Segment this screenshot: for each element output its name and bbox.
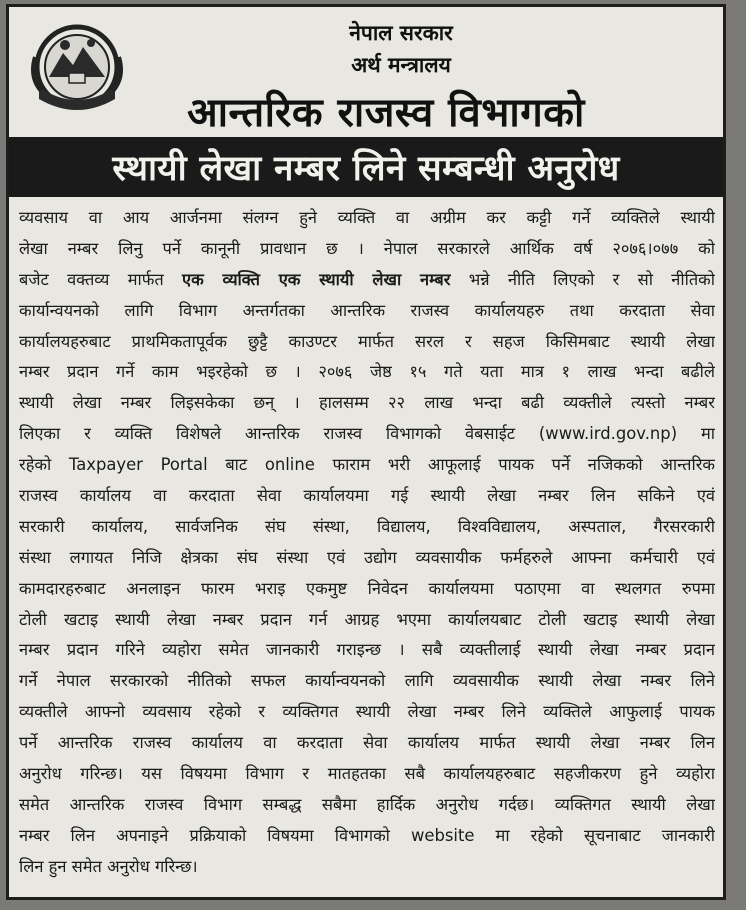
body-line: रहेको Taxpayer Portal बाट online फाराम भरी आफूलाई पायक पर्ने नजिकको आन्तरिक [19,455,715,475]
body-line: अनुरोध गरिन्छ। यस विषयमा विभाग र मातहतका सबै कार्यालयहरुबाट सहजीकरण हुने व्यहोरा [19,764,715,784]
body-line: लिन हुन समेत अनुरोध गरिन्छ। [19,856,198,876]
body-line: लेखा नम्बर लिनु पर्ने कानूनी प्रावधान छ । नेपाल सरकारले आर्थिक वर्ष २०७६।०७७ को [19,238,715,258]
policy-highlight: एक व्यक्ति एक स्थायी लेखा नम्बर [182,269,451,289]
notice-body [19,203,715,883]
notice-header [9,7,723,135]
body-line: नम्बर प्रदान गर्ने काम भइरहेको छ । २०७६ जेष्ठ १५ गते यता मात्र १ लाख भन्दा बढीले [19,362,715,382]
body-line: कामदारहरुबाट अनलाइन फारम भराइ एकमुष्ट निवेदन कार्यालयमा पठाएमा वा स्थलगत रुपमा [19,578,715,598]
body-line: व्यवसाय वा आय आर्जनमा संलग्न हुने व्यक्ति वा अग्रीम कर कट्टी गर्ने व्यक्तिले स्थायी [19,208,715,227]
body-text: बजेट वक्तव्य मार्फत [19,269,183,289]
body-line: समेत आन्तरिक राजस्व विभाग सम्बद्ध सबैमा हार्दिक अनुरोध गर्दछ। व्यक्तिगत स्थायी लेखा [19,794,715,814]
body-line: संस्था लगायत निजि क्षेत्रका संघ संस्था एवं उद्योग व्यवसायीक फर्महरुले आफ्ना कर्मचारी एवं [19,547,715,567]
body-line: नम्बर प्रदान गरिने व्यहोरा समेत जानकारी गराइन्छ । सबै व्यक्तीलाई स्थायी लेखा नम्बर प्रदान [19,640,715,660]
government-name: नेपाल सरकार [349,21,453,45]
body-line: पर्ने आन्तरिक राजस्व कार्यालय वा करदाता सेवा कार्यालय मार्फत स्थायी लेखा नम्बर लिन [19,733,715,753]
body-line: व्यक्तीले आफ्नो व्यवसाय रहेको र व्यक्तिगत स्थायी लेखा नम्बर लिने व्यक्तिले आफुलाई पायक [19,702,715,722]
body-line: राजस्व कार्यालय वा करदाता सेवा कार्यालयमा गई स्थायी लेखा नम्बर लिन सकिने एवं [19,486,715,506]
body-line: नम्बर लिन अपनाइने प्रक्रियाको विषयमा विभागको website मा रहेको सूचनाबाट जानकारी [19,825,715,845]
notice-title: स्थायी लेखा नम्बर लिने सम्बन्धी अनुरोध [112,148,620,189]
body-line: कार्यालयहरुबाट प्राथमिकतापूर्वक छुट्टै काउण्टर मार्फत सरल र सहज किसिमबाट स्थायी लेखा [19,331,715,351]
body-line [19,265,715,296]
body-line: लिएका र व्यक्ति विशेषले आन्तरिक राजस्व विभागको वेबसाईट (www.ird.gov.np) मा [19,424,715,444]
ministry-name: अर्थ मन्त्रालय [351,53,451,77]
body-line: स्थायी लेखा नम्बर लिइसकेका छन् । हालसम्म २२ लाख भन्दा बढी व्यक्तीले त्यस्तो नम्बर [19,393,715,413]
newspaper-notice [6,4,726,900]
department-name: आन्तरिक राजस्व विभागको [187,90,585,136]
body-line: गर्ने नेपाल सरकारको नीतिको सफल कार्यान्वयनको लागि व्यवसायीक स्थायी लेखा नम्बर लिने [19,671,715,691]
body-text: भन्ने नीति लिएको र सो नीतिको [450,269,715,289]
body-line: कार्यान्वयनको लागि विभाग अन्तर्गतका आन्तरिक राजस्व कार्यालयहरु तथा करदाता सेवा [19,300,715,320]
body-line: टोली खटाइ स्थायी लेखा नम्बर प्रदान गर्न आग्रह भएमा कार्यालयबाट टोली खटाइ स्थायी लेखा [19,609,715,629]
body-line: सरकारी कार्यालय, सार्वजनिक संघ संस्था, विद्यालय, विश्वविद्यालय, अस्पताल, गैरसरकारी [19,516,715,536]
notice-title-banner [9,137,723,197]
